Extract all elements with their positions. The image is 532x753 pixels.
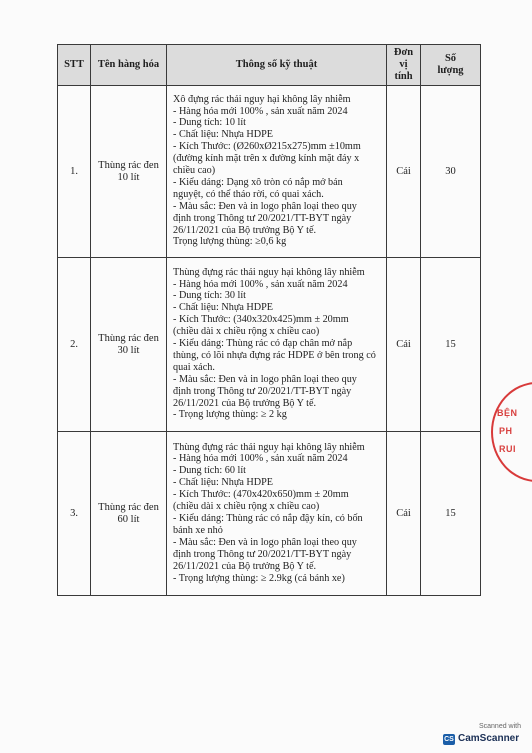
item-name-line: 10 lít xyxy=(117,171,140,183)
row-item-name xyxy=(91,86,167,258)
item-name-line: Thùng rác đen xyxy=(98,332,159,344)
header-unit-line: tính xyxy=(394,70,413,82)
row-stt: 3. xyxy=(58,432,91,596)
camscanner-badge xyxy=(441,723,527,747)
row-spec xyxy=(167,86,387,258)
spec-line: (chiều dài x chiều rộng x chiều cao) xyxy=(173,326,320,338)
stamp-text: BỆN xyxy=(497,408,518,418)
spec-line: 26/11/2021 của Bộ trưởng Bộ Y tế. xyxy=(173,224,317,236)
spec-line: - Kích Thước: (Ø260xØ215x275)mm ±10mm xyxy=(173,141,361,153)
header-unit xyxy=(387,45,421,86)
header-unit-line: vị xyxy=(399,59,408,71)
spec-line: 26/11/2021 của Bộ trưởng Bộ Y tế. xyxy=(173,397,317,409)
row-unit: Cái xyxy=(387,432,421,596)
item-name-line: Thùng rác đen xyxy=(98,159,159,171)
row-stt: 1. xyxy=(58,86,91,258)
scanned-with-caption: Scanned with xyxy=(478,723,521,730)
spec-line: Thùng đựng rác thải nguy hại không lây nhiễm xyxy=(173,441,365,453)
spec-line: Thùng đựng rác thải nguy hại không lây nhiễm xyxy=(173,266,365,278)
row-unit: Cái xyxy=(387,258,421,432)
spec-line: - Kích Thước: (340x320x425)mm ± 20mm xyxy=(173,314,349,326)
spec-line: 26/11/2021 của Bộ trưởng Bộ Y tế. xyxy=(173,560,317,572)
row-stt: 2. xyxy=(58,258,91,432)
spec-line: thùng, có lõi nhựa đựng rác HDPE ở bên trong có xyxy=(173,349,376,361)
spec-line: - Dung tích: 10 lít xyxy=(173,117,247,129)
row-qty: 15 xyxy=(421,432,481,596)
spec-line: - Kiểu dáng: Thùng rác có đạp chân mở nắp xyxy=(173,338,353,350)
spec-line: - Hàng hóa mới 100% , sản xuất năm 2024 xyxy=(173,105,348,117)
spec-line: nguyệt, có thể tháo rời, có quai xách. xyxy=(173,188,324,200)
row-item-name xyxy=(91,258,167,432)
spec-line: (chiều dài x chiều rộng x chiều cao) xyxy=(173,501,320,513)
spec-line: - Trọng lượng thùng: ≥ 2.9kg (cả bánh xe) xyxy=(173,572,345,584)
spec-line: định trong Thông tư 20/2021/TT-BYT ngày xyxy=(173,548,352,560)
spec-line: - Dung tích: 60 lít xyxy=(173,465,247,477)
row-item-name xyxy=(91,432,167,596)
row-qty: 30 xyxy=(421,86,481,258)
row-qty: 15 xyxy=(421,258,481,432)
spec-line: định trong Thông tư 20/2021/TT-BYT ngày xyxy=(173,212,352,224)
camscanner-logo-icon: CS xyxy=(444,736,454,743)
table-row xyxy=(58,432,481,596)
spec-line: định trong Thông tư 20/2021/TT-BYT ngày xyxy=(173,385,352,397)
spec-line: - Hàng hóa mới 100% , sản xuất năm 2024 xyxy=(173,453,348,465)
spec-line: - Màu sắc: Đen và in logo phân loại theo quy xyxy=(173,200,357,212)
spec-line: - Hàng hóa mới 100% , sản xuất năm 2024 xyxy=(173,278,348,290)
camscanner-brand: CamScanner xyxy=(458,733,520,744)
header-qty-line: Số xyxy=(444,53,457,65)
stamp-text: RUI xyxy=(499,444,516,454)
spec-table xyxy=(57,44,481,596)
header-name: Tên hàng hóa xyxy=(91,45,167,86)
spec-line: (đường kính mặt trên x đường kính mặt đáy x xyxy=(173,153,360,165)
red-seal-stamp xyxy=(487,378,532,488)
item-name-line: 30 lít xyxy=(117,344,140,356)
spec-line: chiều cao) xyxy=(173,165,216,177)
spec-line: - Màu sắc: Đen và in logo phân loại theo quy xyxy=(173,373,357,385)
spec-line: - Chất liệu: Nhựa HDPE xyxy=(173,477,274,489)
spec-line: - Kiểu dáng: Thùng rác có nắp đậy kín, có bốn xyxy=(173,513,363,524)
spec-line: quai xách. xyxy=(173,361,215,373)
header-spec: Thông số kỹ thuật xyxy=(167,45,387,86)
table-row xyxy=(58,86,481,258)
spec-line: - Kiểu dáng: Dạng xô tròn có nắp mở bán xyxy=(173,176,343,188)
header-unit-line: Đơn xyxy=(393,47,414,59)
header-stt: STT xyxy=(58,45,91,86)
spec-line: - Chất liệu: Nhựa HDPE xyxy=(173,129,274,141)
spec-line: Trọng lượng thùng: ≥0,6 kg xyxy=(173,236,287,248)
item-name-line: 60 lít xyxy=(117,513,140,525)
spec-line: - Chất liệu: Nhựa HDPE xyxy=(173,302,274,314)
header-qty-line: lượng xyxy=(437,65,464,76)
stamp-text: PH xyxy=(499,426,513,436)
row-spec xyxy=(167,432,387,596)
spec-line: - Dung tích: 30 lít xyxy=(173,290,247,302)
spec-line: - Trọng lượng thùng: ≥ 2 kg xyxy=(173,409,287,421)
table-row xyxy=(58,258,481,432)
table-header-row xyxy=(58,45,481,86)
row-spec xyxy=(167,258,387,432)
spec-line: - Màu sắc: Đen và in logo phân loại theo quy xyxy=(173,536,357,548)
spec-line: Xô đựng rác thải nguy hại không lây nhiễm xyxy=(173,93,351,105)
row-unit: Cái xyxy=(387,86,421,258)
header-qty xyxy=(421,45,481,86)
spec-line: - Kích Thước: (470x420x650)mm ± 20mm xyxy=(173,489,349,501)
spec-line: bánh xe nhỏ xyxy=(173,524,223,536)
item-name-line: Thùng rác đen xyxy=(98,501,159,513)
